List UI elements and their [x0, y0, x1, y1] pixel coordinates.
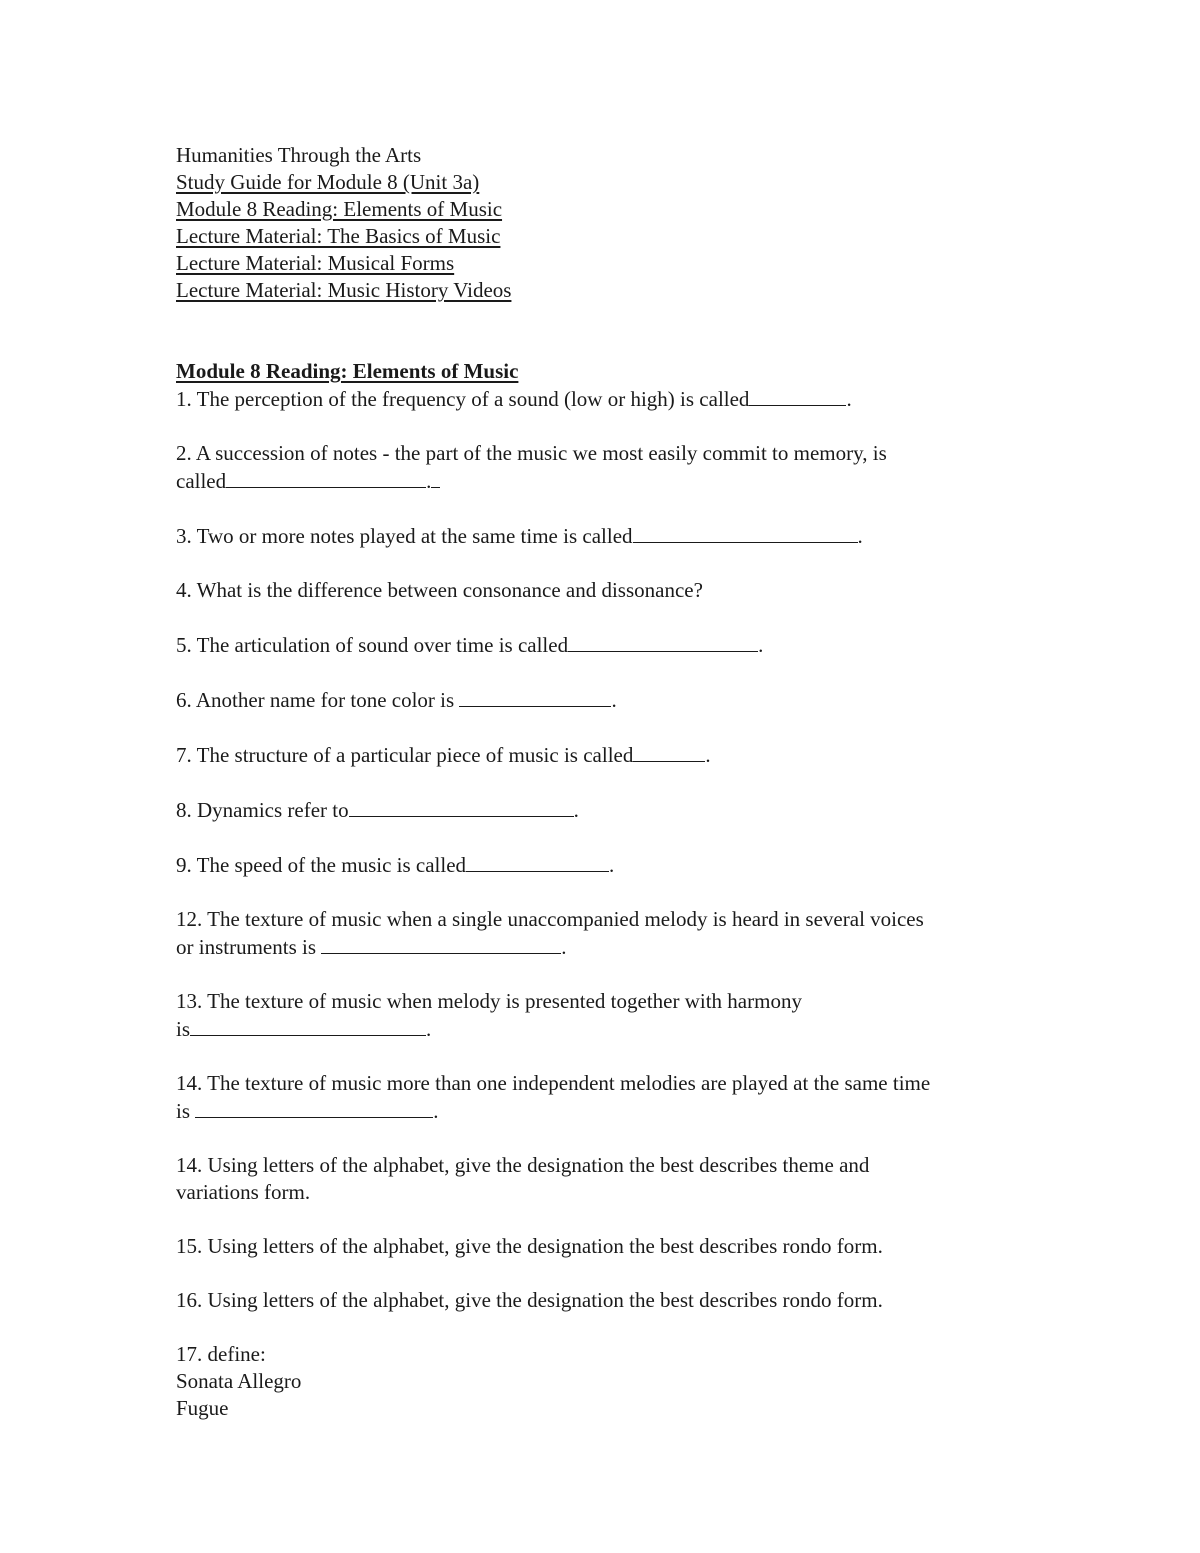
- answer-blank-1[interactable]: [749, 385, 846, 406]
- term-sonata-allegro: Sonata Allegro: [176, 1369, 302, 1393]
- question-12: [176, 906, 1056, 961]
- answer-blank-3[interactable]: [633, 522, 858, 543]
- question-16: [176, 1287, 1056, 1314]
- answer-blank-2[interactable]: [226, 467, 426, 488]
- link-musical-forms[interactable]: Lecture Material: Musical Forms: [176, 251, 455, 275]
- link-basics-of-music[interactable]: Lecture Material: The Basics of Music: [176, 224, 501, 248]
- question-14b: [176, 1152, 1056, 1206]
- question-14a-period: .: [433, 1099, 439, 1123]
- question-3: [176, 522, 1056, 550]
- question-12-line2: or instruments is: [176, 935, 322, 959]
- question-12-line1: 12. The texture of music when a single unaccompanied melody is heard in several voices: [176, 907, 924, 931]
- question-1-period: .: [846, 387, 852, 411]
- question-14a-line2: is: [176, 1099, 196, 1123]
- question-13-line1: 13. The texture of music when melody is presented together with harmony: [176, 989, 802, 1013]
- link-module-reading[interactable]: Module 8 Reading: Elements of Music: [176, 197, 503, 221]
- question-13: [176, 988, 1056, 1043]
- question-9: [176, 851, 1056, 879]
- answer-blank-5[interactable]: [568, 631, 758, 652]
- question-14b-line1: 14. Using letters of the alphabet, give the designation the best describes theme and: [176, 1153, 870, 1177]
- question-6: [176, 686, 1056, 714]
- link-study-guide[interactable]: Study Guide for Module 8 (Unit 3a): [176, 170, 480, 194]
- question-9-period: .: [609, 853, 615, 877]
- question-1: [176, 385, 1056, 413]
- answer-blank-12[interactable]: [321, 933, 561, 954]
- answer-blank-8[interactable]: [349, 796, 574, 817]
- answer-blank-9[interactable]: [466, 851, 609, 872]
- question-8-period: .: [573, 798, 579, 822]
- question-6-text: 6. Another name for tone color is: [176, 688, 460, 712]
- term-fugue: Fugue: [176, 1396, 229, 1420]
- question-7-period: .: [705, 743, 711, 767]
- question-14a: [176, 1070, 1056, 1125]
- answer-blank-13[interactable]: [190, 1015, 426, 1036]
- question-13-line2: is: [176, 1017, 191, 1041]
- question-4: [176, 577, 1056, 604]
- question-2-line2: called: [176, 469, 227, 493]
- link-music-history-videos[interactable]: Lecture Material: Music History Videos: [176, 278, 512, 302]
- question-2: [176, 440, 1056, 495]
- question-15: [176, 1233, 1056, 1260]
- trailing-underline: [431, 467, 440, 488]
- question-13-period: .: [426, 1017, 432, 1041]
- answer-blank-6[interactable]: [459, 686, 611, 707]
- question-7-text: 7. The structure of a particular piece of music is called: [176, 743, 634, 767]
- question-2-period: .: [426, 469, 432, 493]
- question-8-text: 8. Dynamics refer to: [176, 798, 349, 822]
- question-17: [176, 1341, 1056, 1422]
- question-14b-line2: variations form.: [176, 1180, 311, 1204]
- answer-blank-14a[interactable]: [195, 1097, 433, 1118]
- question-16-text: 16. Using letters of the alphabet, give the designation the best describes rondo form.: [176, 1288, 883, 1312]
- question-3-text: 3. Two or more notes played at the same time is called: [176, 524, 633, 548]
- question-4-text: 4. What is the difference between consonance and dissonance?: [176, 578, 703, 602]
- section-title: Module 8 Reading: Elements of Music: [176, 359, 519, 383]
- question-5: [176, 631, 1056, 659]
- question-6-period: .: [611, 688, 617, 712]
- course-title: Humanities Through the Arts: [176, 143, 422, 167]
- question-2-line1: 2. A succession of notes - the part of the music we most easily commit to memory, is: [176, 441, 887, 465]
- question-3-period: .: [857, 524, 863, 548]
- question-5-text: 5. The articulation of sound over time is called: [176, 633, 569, 657]
- question-15-text: 15. Using letters of the alphabet, give the designation the best describes rondo form.: [176, 1234, 883, 1258]
- question-7: [176, 741, 1056, 769]
- question-17-text: 17. define:: [176, 1342, 266, 1366]
- question-1-text: 1. The perception of the frequency of a sound (low or high) is called: [176, 387, 750, 411]
- study-guide-page: [176, 142, 1056, 1422]
- question-14a-line1: 14. The texture of music more than one independent melodies are played at the same time: [176, 1071, 931, 1095]
- question-9-text: 9. The speed of the music is called: [176, 853, 467, 877]
- question-8: [176, 796, 1056, 824]
- question-5-period: .: [758, 633, 764, 657]
- question-12-period: .: [561, 935, 567, 959]
- answer-blank-7[interactable]: [633, 741, 705, 762]
